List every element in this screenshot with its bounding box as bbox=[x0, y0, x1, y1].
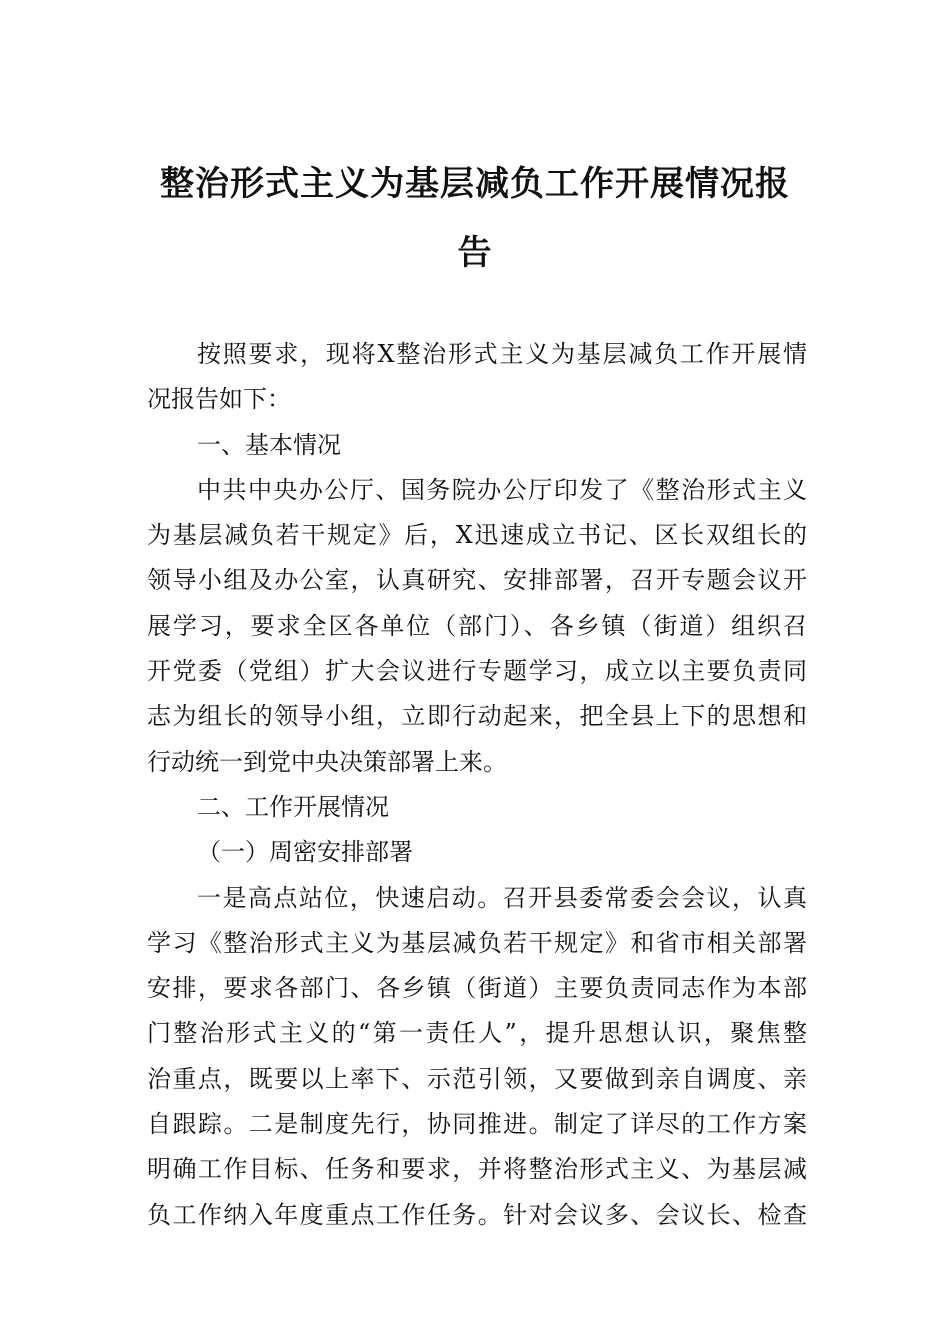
section-heading-basic: 一、基本情况 bbox=[197, 430, 341, 459]
paragraph-line: 志为组长的领导小组，立即行动起来，把全县上下的思想和 bbox=[147, 702, 807, 731]
intro-line: 况报告如下： bbox=[147, 385, 291, 414]
paragraph-line: 领导小组及办公室，认真研究、安排部署，召开专题会议开 bbox=[147, 566, 807, 595]
paragraph-line: 自跟踪。二是制度先行，协同推进。制定了详尽的工作方案 bbox=[147, 1110, 807, 1139]
paragraph-line: 中共中央办公厅、国务院办公厅印发了《整治形式主义 bbox=[197, 475, 807, 504]
document-title-line-1: 整治形式主义为基层减负工作开展情况报 bbox=[160, 164, 790, 204]
paragraph-line: 开党委（党组）扩大会议进行专题学习，成立以主要负责同 bbox=[147, 657, 807, 686]
paragraph-line: 负工作纳入年度重点工作任务。针对会议多、会议长、检查 bbox=[147, 1200, 807, 1229]
intro-line: 按照要求，现将X整治形式主义为基层减负工作开展情 bbox=[197, 340, 807, 368]
paragraph-line: 门整治形式主义的“第一责任人”，提升思想认识，聚焦整 bbox=[147, 1019, 807, 1048]
paragraph-line: 明确工作目标、任务和要求，并将整治形式主义、为基层减 bbox=[147, 1155, 807, 1184]
section-heading-work: 二、工作开展情况 bbox=[197, 792, 389, 821]
document-body bbox=[147, 332, 807, 1238]
paragraph-line: 为基层减负若干规定》后，X迅速成立书记、区长双组长的 bbox=[147, 521, 807, 550]
paragraph-line: 展学习，要求全区各单位（部门）、各乡镇（街道）组织召 bbox=[147, 611, 807, 640]
document-title-line-2: 告 bbox=[457, 233, 493, 273]
paragraph-line: 安排，要求各部门、各乡镇（街道）主要负责同志作为本部 bbox=[147, 974, 807, 1003]
subsection-heading: （一）周密安排部署 bbox=[197, 838, 413, 867]
paragraph-line: 行动统一到党中央决策部署上来。 bbox=[147, 747, 507, 776]
paragraph-line: 一是高点站位，快速启动。召开县委常委会会议，认真 bbox=[197, 883, 807, 912]
paragraph-line: 治重点，既要以上率下、示范引领，又要做到亲自调度、亲 bbox=[147, 1064, 807, 1093]
paragraph-line: 学习《整治形式主义为基层减负若干规定》和省市相关部署 bbox=[147, 928, 807, 957]
